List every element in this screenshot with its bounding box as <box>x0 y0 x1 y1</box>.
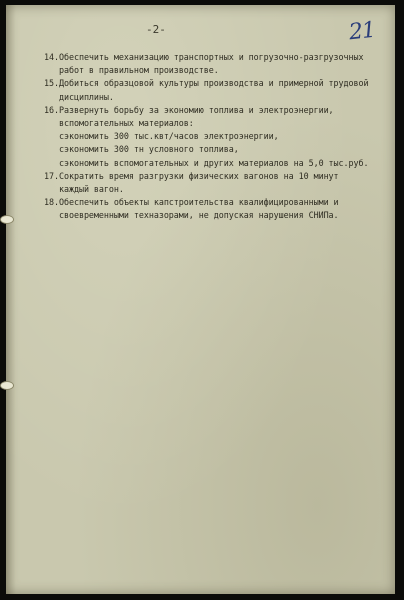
text-line: 15.Добиться образцовой культуры производства и примерной трудовой <box>44 78 369 89</box>
text-line: 14.Обеспечить механизацию транспортных и погрузочно-разгрузочных <box>44 52 364 62</box>
text-line: 16.Развернуть борьбу за экономию топлива и электроэнергии, <box>44 104 334 115</box>
typed-body <box>44 51 369 223</box>
page-number: -2- <box>146 23 166 36</box>
text-line: 17.Сократить время разгрузки физических вагонов на 10 минут <box>44 170 339 181</box>
text-line: дисциплины. <box>44 91 114 102</box>
text-line: сэкономить 300 тыс.квт/часов электроэнергии, <box>44 131 279 142</box>
handwritten-folio-number: 21 <box>347 17 377 46</box>
text-line: работ в правильном производстве. <box>44 65 219 76</box>
text-line: сэкономить вспомогательных и других материалов на 5,0 тыс.руб. <box>44 157 369 168</box>
text-line: 18.Обеспечить объекты капстроительства квалифицированными и <box>44 197 339 208</box>
document-page <box>6 5 395 594</box>
text-line: каждый вагон. <box>44 184 124 195</box>
binding-hole <box>0 215 14 224</box>
text-line: вспомогательных материалов: <box>44 118 194 129</box>
text-line: сэкономить 300 тн условного топлива, <box>44 144 239 155</box>
binding-hole <box>0 381 14 390</box>
text-line: своевременными техназорами, не допуская нарушения СНИПа. <box>44 210 339 221</box>
